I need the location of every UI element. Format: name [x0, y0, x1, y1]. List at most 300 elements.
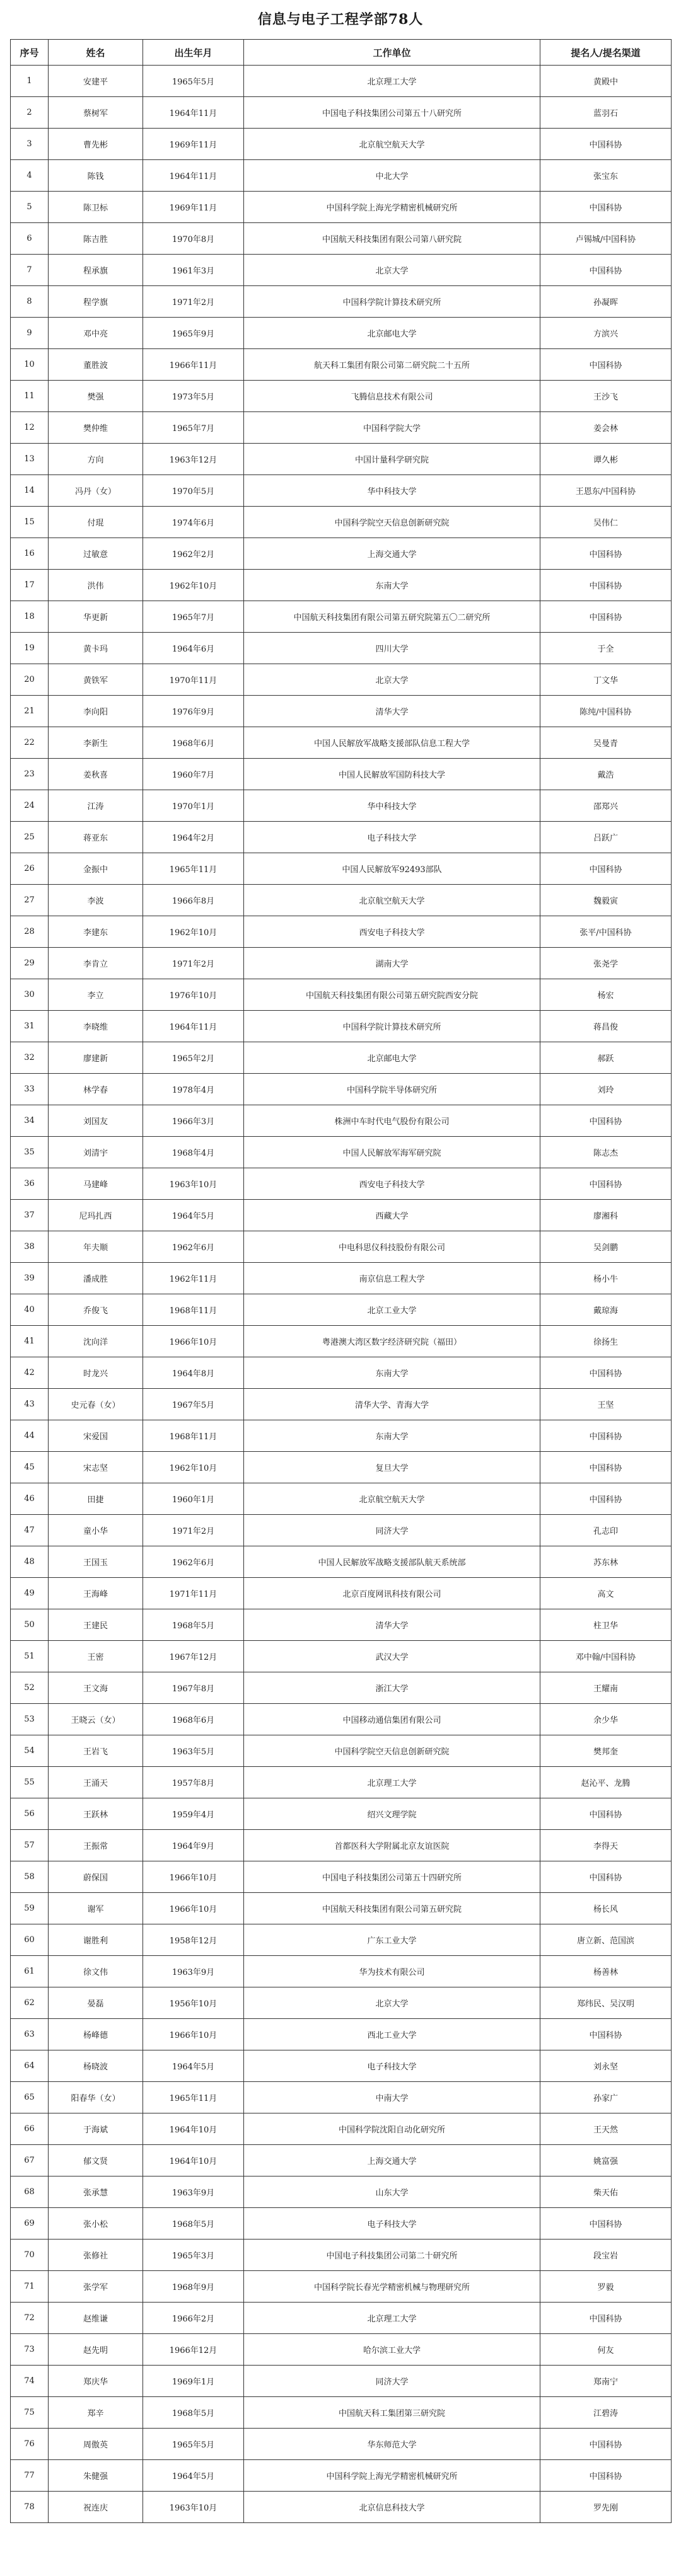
table-row: [11, 2050, 672, 2082]
cell-birth: 1966年8月: [143, 885, 244, 916]
table-row: [11, 255, 672, 286]
table-row: [11, 2460, 672, 2492]
table-row: [11, 475, 672, 507]
cell-birth: 1969年11月: [143, 192, 244, 223]
cell-seq: 46: [11, 1483, 49, 1515]
cell-nominator: 中国科协: [540, 255, 672, 286]
cell-birth: 1965年5月: [143, 66, 244, 97]
cell-seq: 27: [11, 885, 49, 916]
cell-unit: 中国电子科技集团公司第五十四研究所: [244, 1861, 540, 1893]
table-row: [11, 1704, 672, 1735]
cell-unit: 中国人民解放军战略支援部队信息工程大学: [244, 727, 540, 759]
cell-nominator: 吕跃广: [540, 822, 672, 853]
cell-seq: 70: [11, 2240, 49, 2271]
cell-seq: 32: [11, 1042, 49, 1074]
cell-nominator: 魏毅寅: [540, 885, 672, 916]
cell-name: 郁文贤: [49, 2145, 143, 2176]
cell-birth: 1964年2月: [143, 822, 244, 853]
cell-name: 蒋亚东: [49, 822, 143, 853]
cell-nominator: 蒋昌俊: [540, 1011, 672, 1042]
table-row: [11, 1263, 672, 1294]
cell-seq: 75: [11, 2397, 49, 2429]
cell-unit: 西藏大学: [244, 1200, 540, 1231]
table-row: [11, 444, 672, 475]
table-row: [11, 790, 672, 822]
cell-seq: 21: [11, 696, 49, 727]
table-row: [11, 1294, 672, 1326]
cell-nominator: 杨宏: [540, 979, 672, 1011]
cell-name: 王国玉: [49, 1546, 143, 1578]
cell-unit: 北京信息科技大学: [244, 2492, 540, 2523]
cell-nominator: 高文: [540, 1578, 672, 1609]
cell-name: 董胜波: [49, 349, 143, 381]
cell-name: 谢军: [49, 1893, 143, 1924]
cell-unit: 同济大学: [244, 1515, 540, 1546]
cell-nominator: 郑纬民、吴汉明: [540, 1987, 672, 2019]
cell-nominator: 中国科协: [540, 601, 672, 633]
cell-unit: 航天科工集团有限公司第二研究院二十五所: [244, 349, 540, 381]
table-header-row: [11, 40, 672, 66]
table-row: [11, 696, 672, 727]
cell-seq: 18: [11, 601, 49, 633]
cell-name: 华更新: [49, 601, 143, 633]
cell-name: 冯丹（女）: [49, 475, 143, 507]
cell-name: 时龙兴: [49, 1357, 143, 1389]
cell-seq: 48: [11, 1546, 49, 1578]
cell-unit: 华中科技大学: [244, 475, 540, 507]
cell-birth: 1970年8月: [143, 223, 244, 255]
cell-birth: 1959年4月: [143, 1798, 244, 1830]
cell-unit: 中国人民解放军战略支援部队航天系统部: [244, 1546, 540, 1578]
cell-unit: 中国航天科技集团有限公司第八研究院: [244, 223, 540, 255]
cell-name: 李波: [49, 885, 143, 916]
cell-unit: 东南大学: [244, 1357, 540, 1389]
cell-name: 林学春: [49, 1074, 143, 1105]
cell-unit: 东南大学: [244, 570, 540, 601]
cell-unit: 湖南大学: [244, 948, 540, 979]
cell-birth: 1965年11月: [143, 2082, 244, 2113]
table-row: [11, 2271, 672, 2303]
cell-name: 晏磊: [49, 1987, 143, 2019]
cell-name: 赵先明: [49, 2334, 143, 2366]
cell-seq: 65: [11, 2082, 49, 2113]
cell-seq: 74: [11, 2366, 49, 2397]
cell-nominator: 罗毅: [540, 2271, 672, 2303]
table-row: [11, 1168, 672, 1200]
cell-nominator: 刘永坚: [540, 2050, 672, 2082]
table-row: [11, 822, 672, 853]
cell-unit: 中国科学院上海光学精密机械研究所: [244, 2460, 540, 2492]
cell-birth: 1962年10月: [143, 916, 244, 948]
cell-unit: 西北工业大学: [244, 2019, 540, 2050]
cell-nominator: 徐扬生: [540, 1326, 672, 1357]
cell-birth: 1966年10月: [143, 2019, 244, 2050]
cell-birth: 1964年8月: [143, 1357, 244, 1389]
cell-birth: 1968年11月: [143, 1294, 244, 1326]
cell-unit: 飞腾信息技术有限公司: [244, 381, 540, 412]
cell-name: 王晓云（女）: [49, 1704, 143, 1735]
cell-name: 李肯立: [49, 948, 143, 979]
cell-nominator: 中国科协: [540, 192, 672, 223]
cell-seq: 62: [11, 1987, 49, 2019]
cell-unit: 粤港澳大湾区数字经济研究院（福田）: [244, 1326, 540, 1357]
cell-unit: 中国科学院计算技术研究所: [244, 1011, 540, 1042]
table-row: [11, 1389, 672, 1420]
cell-name: 谢胜利: [49, 1924, 143, 1956]
cell-nominator: 樊邦奎: [540, 1735, 672, 1767]
cell-nominator: 中国科协: [540, 2208, 672, 2240]
cell-birth: 1963年10月: [143, 2492, 244, 2523]
cell-unit: 浙江大学: [244, 1672, 540, 1704]
cell-birth: 1966年11月: [143, 349, 244, 381]
cell-nominator: 杨长风: [540, 1893, 672, 1924]
cell-nominator: 中国科协: [540, 570, 672, 601]
cell-birth: 1964年5月: [143, 1200, 244, 1231]
cell-birth: 1963年10月: [143, 1168, 244, 1200]
cell-nominator: 李得天: [540, 1830, 672, 1861]
cell-seq: 52: [11, 1672, 49, 1704]
cell-seq: 29: [11, 948, 49, 979]
cell-nominator: 邓中翰/中国科协: [540, 1641, 672, 1672]
cell-seq: 69: [11, 2208, 49, 2240]
cell-birth: 1962年2月: [143, 538, 244, 570]
cell-nominator: 赵沁平、龙腾: [540, 1767, 672, 1798]
table-row: [11, 1420, 672, 1452]
cell-unit: 西安电子科技大学: [244, 1168, 540, 1200]
cell-nominator: 姚富强: [540, 2145, 672, 2176]
cell-nominator: 邵郑兴: [540, 790, 672, 822]
table-row: [11, 2366, 672, 2397]
table-row: [11, 286, 672, 318]
cell-name: 年夫顺: [49, 1231, 143, 1263]
table-row: [11, 2334, 672, 2366]
cell-nominator: 罗先刚: [540, 2492, 672, 2523]
cell-nominator: 中国科协: [540, 1861, 672, 1893]
cell-birth: 1968年5月: [143, 2208, 244, 2240]
cell-seq: 49: [11, 1578, 49, 1609]
cell-name: 程学旗: [49, 286, 143, 318]
table-row: [11, 633, 672, 664]
cell-unit: 中国科学院空天信息创新研究院: [244, 507, 540, 538]
table-row: [11, 1137, 672, 1168]
cell-birth: 1965年5月: [143, 2429, 244, 2460]
cell-name: 杨晓波: [49, 2050, 143, 2082]
table-row: [11, 1452, 672, 1483]
cell-birth: 1971年2月: [143, 948, 244, 979]
cell-seq: 23: [11, 759, 49, 790]
cell-seq: 50: [11, 1609, 49, 1641]
cell-birth: 1963年5月: [143, 1735, 244, 1767]
cell-unit: 电子科技大学: [244, 822, 540, 853]
cell-name: 蔚保国: [49, 1861, 143, 1893]
table-row: [11, 1893, 672, 1924]
cell-birth: 1961年3月: [143, 255, 244, 286]
cell-seq: 61: [11, 1956, 49, 1987]
cell-birth: 1978年4月: [143, 1074, 244, 1105]
table-row: [11, 1578, 672, 1609]
cell-birth: 1968年4月: [143, 1137, 244, 1168]
table-row: [11, 160, 672, 192]
cell-nominator: 中国科协: [540, 1357, 672, 1389]
cell-name: 樊仲维: [49, 412, 143, 444]
cell-birth: 1962年11月: [143, 1263, 244, 1294]
cell-seq: 53: [11, 1704, 49, 1735]
cell-unit: 上海交通大学: [244, 538, 540, 570]
cell-unit: 清华大学、青海大学: [244, 1389, 540, 1420]
cell-birth: 1963年9月: [143, 2176, 244, 2208]
cell-name: 王跃林: [49, 1798, 143, 1830]
cell-birth: 1968年5月: [143, 1609, 244, 1641]
cell-name: 王建民: [49, 1609, 143, 1641]
cell-name: 陈卫标: [49, 192, 143, 223]
cell-name: 过敏意: [49, 538, 143, 570]
table-row: [11, 2429, 672, 2460]
cell-seq: 59: [11, 1893, 49, 1924]
cell-name: 宋爱国: [49, 1420, 143, 1452]
cell-nominator: 张平/中国科协: [540, 916, 672, 948]
cell-nominator: 戴浩: [540, 759, 672, 790]
cell-seq: 3: [11, 129, 49, 160]
cell-unit: 北京大学: [244, 664, 540, 696]
table-row: [11, 2397, 672, 2429]
cell-unit: 武汉大学: [244, 1641, 540, 1672]
cell-birth: 1970年5月: [143, 475, 244, 507]
cell-seq: 51: [11, 1641, 49, 1672]
cell-birth: 1968年11月: [143, 1420, 244, 1452]
cell-seq: 17: [11, 570, 49, 601]
cell-name: 潘成胜: [49, 1263, 143, 1294]
cell-seq: 13: [11, 444, 49, 475]
cell-seq: 24: [11, 790, 49, 822]
cell-unit: 清华大学: [244, 696, 540, 727]
cell-seq: 35: [11, 1137, 49, 1168]
cell-seq: 58: [11, 1861, 49, 1893]
cell-name: 江涛: [49, 790, 143, 822]
table-row: [11, 1042, 672, 1074]
cell-nominator: 中国科协: [540, 349, 672, 381]
cell-name: 李新生: [49, 727, 143, 759]
cell-seq: 19: [11, 633, 49, 664]
cell-nominator: 王坚: [540, 1389, 672, 1420]
cell-nominator: 中国科协: [540, 129, 672, 160]
cell-birth: 1967年12月: [143, 1641, 244, 1672]
cell-nominator: 柱卫华: [540, 1609, 672, 1641]
cell-seq: 41: [11, 1326, 49, 1357]
cell-birth: 1968年6月: [143, 727, 244, 759]
cell-unit: 四川大学: [244, 633, 540, 664]
cell-birth: 1965年3月: [143, 2240, 244, 2271]
cell-seq: 11: [11, 381, 49, 412]
table-row: [11, 349, 672, 381]
table-row: [11, 1956, 672, 1987]
cell-birth: 1964年9月: [143, 1830, 244, 1861]
cell-name: 樊强: [49, 381, 143, 412]
cell-unit: 复旦大学: [244, 1452, 540, 1483]
cell-unit: 同济大学: [244, 2366, 540, 2397]
cell-seq: 77: [11, 2460, 49, 2492]
cell-birth: 1969年1月: [143, 2366, 244, 2397]
cell-name: 方向: [49, 444, 143, 475]
cell-birth: 1957年8月: [143, 1767, 244, 1798]
cell-seq: 12: [11, 412, 49, 444]
cell-unit: 株洲中车时代电气股份有限公司: [244, 1105, 540, 1137]
cell-seq: 55: [11, 1767, 49, 1798]
cell-name: 马建峰: [49, 1168, 143, 1200]
cell-unit: 北京航空航天大学: [244, 1483, 540, 1515]
table-row: [11, 1231, 672, 1263]
cell-unit: 中国航天科技集团有限公司第五研究院第五〇二研究所: [244, 601, 540, 633]
cell-name: 付琨: [49, 507, 143, 538]
cell-birth: 1964年6月: [143, 633, 244, 664]
table-row: [11, 853, 672, 885]
cell-birth: 1964年11月: [143, 97, 244, 129]
page-title: 信息与电子工程学部78人: [257, 11, 424, 28]
cell-name: 徐文伟: [49, 1956, 143, 1987]
cell-nominator: 中国科协: [540, 2019, 672, 2050]
table-row: [11, 2303, 672, 2334]
table-row: [11, 1924, 672, 1956]
cell-seq: 78: [11, 2492, 49, 2523]
table-row: [11, 1357, 672, 1389]
cell-birth: 1968年9月: [143, 2271, 244, 2303]
cell-unit: 北京理工大学: [244, 1767, 540, 1798]
table-row: [11, 759, 672, 790]
table-row: [11, 570, 672, 601]
cell-nominator: 江碧涛: [540, 2397, 672, 2429]
table-row: [11, 192, 672, 223]
cell-seq: 16: [11, 538, 49, 570]
cell-birth: 1962年10月: [143, 1452, 244, 1483]
cell-unit: 电子科技大学: [244, 2208, 540, 2240]
cell-seq: 36: [11, 1168, 49, 1200]
cell-unit: 中国移动通信集团有限公司: [244, 1704, 540, 1735]
cell-unit: 中国航天科工集团第三研究院: [244, 2397, 540, 2429]
cell-unit: 北京邮电大学: [244, 1042, 540, 1074]
cell-seq: 56: [11, 1798, 49, 1830]
cell-name: 童小华: [49, 1515, 143, 1546]
cell-unit: 中国人民解放军92493部队: [244, 853, 540, 885]
cell-nominator: 于全: [540, 633, 672, 664]
cell-name: 陈钱: [49, 160, 143, 192]
cell-name: 张学军: [49, 2271, 143, 2303]
cell-seq: 30: [11, 979, 49, 1011]
table-row: [11, 2240, 672, 2271]
cell-seq: 73: [11, 2334, 49, 2366]
cell-name: 王密: [49, 1641, 143, 1672]
cell-nominator: 中国科协: [540, 1105, 672, 1137]
cell-name: 安建平: [49, 66, 143, 97]
cell-name: 张修社: [49, 2240, 143, 2271]
cell-seq: 34: [11, 1105, 49, 1137]
cell-seq: 68: [11, 2176, 49, 2208]
cell-unit: 中国航天科技集团有限公司第五研究院: [244, 1893, 540, 1924]
cell-seq: 8: [11, 286, 49, 318]
table-row: [11, 2145, 672, 2176]
cell-unit: 中电科思仪科技股份有限公司: [244, 1231, 540, 1263]
cell-name: 王文海: [49, 1672, 143, 1704]
cell-seq: 10: [11, 349, 49, 381]
cell-nominator: 廖湘科: [540, 1200, 672, 1231]
table-row: [11, 1830, 672, 1861]
table-row: [11, 664, 672, 696]
cell-birth: 1976年9月: [143, 696, 244, 727]
table-row: [11, 1735, 672, 1767]
cell-name: 沈向洋: [49, 1326, 143, 1357]
table-row: [11, 2019, 672, 2050]
cell-name: 王岩飞: [49, 1735, 143, 1767]
cell-unit: 中国科学院半导体研究所: [244, 1074, 540, 1105]
table-row: [11, 1326, 672, 1357]
cell-name: 洪伟: [49, 570, 143, 601]
table-row: [11, 1074, 672, 1105]
cell-seq: 57: [11, 1830, 49, 1861]
cell-birth: 1964年11月: [143, 160, 244, 192]
column-header-birth: 出生年月: [143, 40, 244, 66]
cell-unit: 中国航天科技集团有限公司第五研究院西安分院: [244, 979, 540, 1011]
table-row: [11, 2208, 672, 2240]
table-row: [11, 1011, 672, 1042]
cell-birth: 1965年7月: [143, 601, 244, 633]
cell-unit: 北京航空航天大学: [244, 129, 540, 160]
cell-unit: 中北大学: [244, 160, 540, 192]
cell-birth: 1969年11月: [143, 129, 244, 160]
cell-nominator: 郝跃: [540, 1042, 672, 1074]
table-row: [11, 412, 672, 444]
cell-unit: 绍兴文理学院: [244, 1798, 540, 1830]
cell-seq: 47: [11, 1515, 49, 1546]
cell-nominator: 中国科协: [540, 1420, 672, 1452]
cell-seq: 20: [11, 664, 49, 696]
cell-seq: 72: [11, 2303, 49, 2334]
cell-unit: 北京邮电大学: [244, 318, 540, 349]
cell-unit: 广东工业大学: [244, 1924, 540, 1956]
cell-unit: 中国科学院长春光学精密机械与物理研究所: [244, 2271, 540, 2303]
cell-birth: 1971年2月: [143, 1515, 244, 1546]
cell-name: 刘国友: [49, 1105, 143, 1137]
cell-name: 李立: [49, 979, 143, 1011]
cell-seq: 54: [11, 1735, 49, 1767]
cell-nominator: 郑南宁: [540, 2366, 672, 2397]
cell-nominator: 杨小牛: [540, 1263, 672, 1294]
cell-nominator: 王沙飞: [540, 381, 672, 412]
table-row: [11, 1515, 672, 1546]
table-row: [11, 318, 672, 349]
cell-nominator: 孙凝晖: [540, 286, 672, 318]
member-table: [10, 39, 672, 2523]
cell-nominator: 卢锡城/中国科协: [540, 223, 672, 255]
cell-unit: 电子科技大学: [244, 2050, 540, 2082]
cell-nominator: 中国科协: [540, 538, 672, 570]
cell-nominator: 吴曼青: [540, 727, 672, 759]
cell-nominator: 姜会林: [540, 412, 672, 444]
cell-nominator: 中国科协: [540, 1798, 672, 1830]
table-row: [11, 1609, 672, 1641]
table-row: [11, 507, 672, 538]
cell-seq: 60: [11, 1924, 49, 1956]
cell-unit: 上海交通大学: [244, 2145, 540, 2176]
cell-birth: 1976年10月: [143, 979, 244, 1011]
cell-name: 杨峰德: [49, 2019, 143, 2050]
cell-birth: 1974年6月: [143, 507, 244, 538]
cell-unit: 中国人民解放军海军研究院: [244, 1137, 540, 1168]
cell-birth: 1973年5月: [143, 381, 244, 412]
cell-birth: 1966年2月: [143, 2303, 244, 2334]
cell-name: 李晓维: [49, 1011, 143, 1042]
table-row: [11, 66, 672, 97]
cell-birth: 1964年5月: [143, 2050, 244, 2082]
cell-nominator: 中国科协: [540, 2460, 672, 2492]
cell-seq: 40: [11, 1294, 49, 1326]
